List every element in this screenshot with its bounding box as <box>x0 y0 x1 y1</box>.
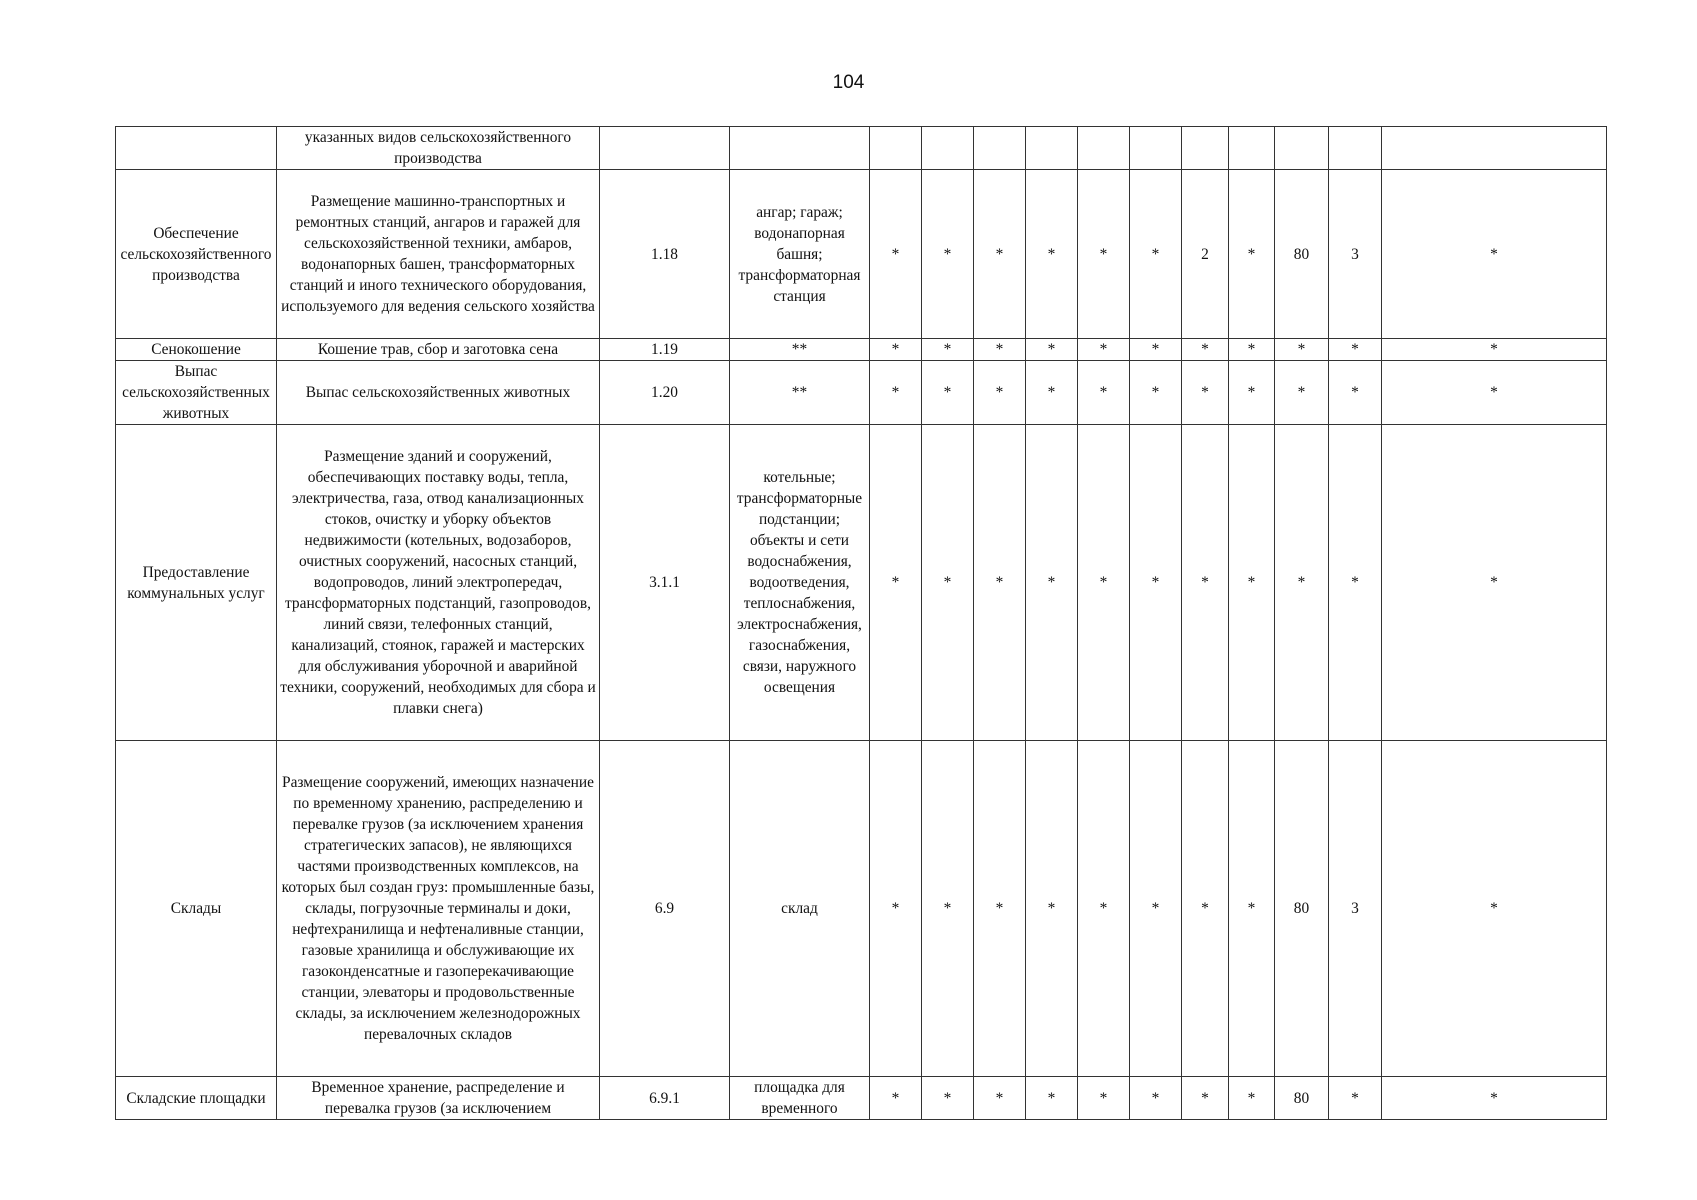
permitted-objects-cell: ** <box>730 339 870 361</box>
parameter-cell: 3 <box>1329 741 1382 1077</box>
parameter-cell: * <box>1275 425 1329 741</box>
use-code-cell: 6.9.1 <box>600 1077 730 1120</box>
parameter-cell: * <box>1329 339 1382 361</box>
parameter-cell: * <box>1275 361 1329 425</box>
parameter-cell: * <box>870 1077 922 1120</box>
use-code-cell: 3.1.1 <box>600 425 730 741</box>
parameter-cell <box>1078 127 1130 170</box>
table-row <box>116 425 1607 741</box>
parameter-cell <box>922 127 974 170</box>
use-description-cell: указанных видов сельскохозяйственного производства <box>277 127 600 170</box>
parameter-cell: * <box>1329 425 1382 741</box>
use-name-cell: Обеспечение сельскохозяйственного производства <box>116 170 277 339</box>
last-parameter-cell: * <box>1382 170 1607 339</box>
parameter-cell <box>1026 127 1078 170</box>
parameter-cell: * <box>1078 361 1130 425</box>
parameter-cell: * <box>1329 1077 1382 1120</box>
use-description-cell: Размещение сооружений, имеющих назначение по временному хранению, распределению и перевалке грузов (за исключением хранения стратегических запасов), не являющихся частями производственных комплексов, на которых был создан груз: промышленные базы, склады, погрузочные терминалы и доки, нефтехранилища и нефтеналивные станции, газовые хранилища и обслуживающие их газоконденсатные и газоперекачивающие станции, элеваторы и продовольственные склады, за исключением железнодорожных перевалочных складов <box>277 741 600 1077</box>
parameter-cell: * <box>1130 425 1182 741</box>
permitted-objects-cell <box>730 127 870 170</box>
parameter-cell: * <box>1078 425 1130 741</box>
last-parameter-cell <box>1382 127 1607 170</box>
parameter-cell: * <box>922 361 974 425</box>
parameter-cell <box>974 127 1026 170</box>
use-code-cell <box>600 127 730 170</box>
parameter-cell: * <box>922 425 974 741</box>
parameter-cell: * <box>1182 339 1229 361</box>
parameter-cell: * <box>1130 170 1182 339</box>
parameter-cell: * <box>1329 361 1382 425</box>
last-parameter-cell: * <box>1382 361 1607 425</box>
parameter-cell: * <box>922 339 974 361</box>
use-description-cell: Выпас сельскохозяйственных животных <box>277 361 600 425</box>
parameter-cell: * <box>1026 361 1078 425</box>
permitted-objects-cell: ** <box>730 361 870 425</box>
parameter-cell: * <box>974 170 1026 339</box>
parameter-cell: * <box>1229 170 1275 339</box>
parameter-cell: * <box>1130 741 1182 1077</box>
parameter-cell: * <box>870 361 922 425</box>
parameter-cell: * <box>1182 361 1229 425</box>
permitted-objects-cell: склад <box>730 741 870 1077</box>
use-code-cell: 1.18 <box>600 170 730 339</box>
parameter-cell: * <box>922 1077 974 1120</box>
last-parameter-cell: * <box>1382 339 1607 361</box>
table-row <box>116 741 1607 1077</box>
parameter-cell: * <box>1130 1077 1182 1120</box>
table-row <box>116 1077 1607 1120</box>
parameter-cell: * <box>974 741 1026 1077</box>
parameter-cell: * <box>1078 339 1130 361</box>
table-row <box>116 127 1607 170</box>
parameter-cell <box>870 127 922 170</box>
permitted-objects-cell: ангар; гараж; водонапорная башня; трансформаторная станция <box>730 170 870 339</box>
use-description-cell: Временное хранение, распределение и перевалка грузов (за исключением <box>277 1077 600 1120</box>
parameter-cell: * <box>1026 339 1078 361</box>
parameter-cell: * <box>1078 170 1130 339</box>
parameter-cell: * <box>922 170 974 339</box>
parameter-cell: * <box>974 1077 1026 1120</box>
parameter-cell: * <box>1026 1077 1078 1120</box>
parameter-cell <box>1275 127 1329 170</box>
zoning-table <box>115 126 1607 1120</box>
parameter-cell: * <box>870 741 922 1077</box>
parameter-cell <box>1182 127 1229 170</box>
page-number: 104 <box>832 72 865 93</box>
use-description-cell: Размещение машинно-транспортных и ремонтных станций, ангаров и гаражей для сельскохозяйственной техники, амбаров, водонапорных башен, трансформаторных станций и иного технического оборудования, используемого для ведения сельского хозяйства <box>277 170 600 339</box>
parameter-cell: * <box>1182 425 1229 741</box>
parameter-cell: * <box>1229 339 1275 361</box>
last-parameter-cell: * <box>1382 741 1607 1077</box>
parameter-cell <box>1130 127 1182 170</box>
table-row <box>116 339 1607 361</box>
table-row <box>116 361 1607 425</box>
use-name-cell: Складские площадки <box>116 1077 277 1120</box>
parameter-cell: 2 <box>1182 170 1229 339</box>
last-parameter-cell: * <box>1382 425 1607 741</box>
parameter-cell <box>1229 127 1275 170</box>
use-description-cell: Размещение зданий и сооружений, обеспечивающих поставку воды, тепла, электричества, газа, отвод канализационных стоков, очистку и уборку объектов недвижимости (котельных, водозаборов, очистных сооружений, насосных станций, водопроводов, линий электропередач, трансформаторных подстанций, газопроводов, линий связи, телефонных станций, канализаций, стоянок, гаражей и мастерских для обслуживания уборочной и аварийной техники, сооружений, необходимых для сбора и плавки снега) <box>277 425 600 741</box>
parameter-cell: * <box>1026 741 1078 1077</box>
parameter-cell <box>1329 127 1382 170</box>
parameter-cell: * <box>1182 741 1229 1077</box>
parameter-cell: * <box>1078 1077 1130 1120</box>
use-code-cell: 1.19 <box>600 339 730 361</box>
parameter-cell: * <box>1182 1077 1229 1120</box>
parameter-cell: * <box>1026 425 1078 741</box>
parameter-cell: * <box>1130 339 1182 361</box>
parameter-cell: * <box>1229 361 1275 425</box>
parameter-cell: * <box>1026 170 1078 339</box>
use-name-cell: Склады <box>116 741 277 1077</box>
parameter-cell: * <box>870 425 922 741</box>
parameter-cell: * <box>1229 741 1275 1077</box>
parameter-cell: * <box>1275 339 1329 361</box>
parameter-cell: * <box>870 170 922 339</box>
parameter-cell: 80 <box>1275 1077 1329 1120</box>
parameter-cell: * <box>1130 361 1182 425</box>
use-code-cell: 1.20 <box>600 361 730 425</box>
use-name-cell: Сенокошение <box>116 339 277 361</box>
parameter-cell: * <box>1078 741 1130 1077</box>
table-row <box>116 170 1607 339</box>
parameter-cell: 80 <box>1275 741 1329 1077</box>
parameter-cell: * <box>870 339 922 361</box>
use-name-cell: Выпас сельскохозяйственных животных <box>116 361 277 425</box>
parameter-cell: * <box>974 339 1026 361</box>
use-name-cell: Предоставление коммунальных услуг <box>116 425 277 741</box>
parameter-cell: * <box>1229 425 1275 741</box>
parameter-cell: * <box>974 361 1026 425</box>
parameter-cell: * <box>1229 1077 1275 1120</box>
permitted-objects-cell: площадка для временного <box>730 1077 870 1120</box>
use-description-cell: Кошение трав, сбор и заготовка сена <box>277 339 600 361</box>
use-name-cell <box>116 127 277 170</box>
parameter-cell: * <box>922 741 974 1077</box>
last-parameter-cell: * <box>1382 1077 1607 1120</box>
parameter-cell: * <box>974 425 1026 741</box>
parameter-cell: 80 <box>1275 170 1329 339</box>
parameter-cell: 3 <box>1329 170 1382 339</box>
permitted-objects-cell: котельные; трансформаторные подстанции; объекты и сети водоснабжения, водоотведения, теплоснабжения, электроснабжения, газоснабжения, связи, наружного освещения <box>730 425 870 741</box>
use-code-cell: 6.9 <box>600 741 730 1077</box>
table-body <box>116 127 1607 1120</box>
